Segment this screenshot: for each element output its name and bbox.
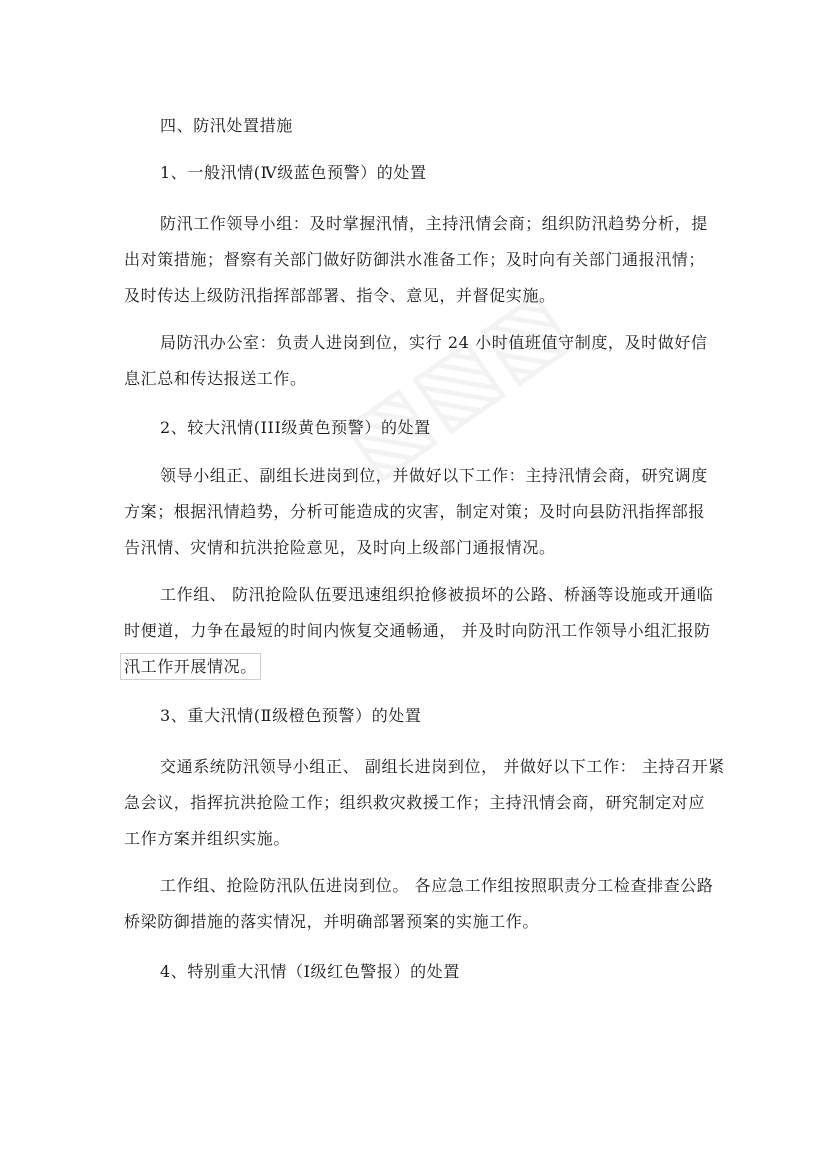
paragraph-line: 防汛工作领导小组：及时掌握汛情，主持汛情会商；组织防汛趋势分析，提	[160, 214, 708, 233]
heading-level-4: 1、一般汛情(Ⅳ级蓝色预警）的处置	[160, 163, 427, 182]
heading-level-3: 2、较大汛情(III级黄色预警）的处置	[160, 418, 431, 437]
paragraph-line: 急会议，指挥抗洪抢险工作；组织救灾救援工作；主持汛情会商，研究制定对应	[124, 793, 706, 812]
paragraph-line	[124, 657, 257, 677]
paragraph-line: 息汇总和传达报送工作。	[124, 369, 307, 388]
paragraph-line: 桥梁防御措施的落实情况，并明确部署预案的实施工作。	[124, 912, 540, 931]
selected-text-box[interactable]: 汛工作开展情况。	[124, 657, 257, 676]
section-heading: 四、防汛处置措施	[160, 116, 293, 135]
paragraph-line: 告汛情、灾情和抗洪抢险意见，及时向上级部门通报情况。	[124, 538, 556, 557]
heading-level-2: 3、重大汛情(Ⅱ级橙色预警）的处置	[160, 706, 422, 725]
paragraph-line: 方案；根据汛情趋势，分析可能造成的灾害，制定对策；及时向县防汛指挥部报	[124, 502, 706, 521]
paragraph-line: 交通系统防汛领导小组正、 副组长进岗到位， 并做好以下工作： 主持召开紧	[160, 757, 725, 776]
paragraph-line: 局防汛办公室：负责人进岗到位，实行 24 小时值班值守制度，及时做好信	[160, 333, 708, 352]
paragraph-line: 领导小组正、副组长进岗到位，并做好以下工作：主持汛情会商，研究调度	[160, 466, 708, 485]
paragraph-line: 时便道，力争在最短的时间内恢复交通畅通， 并及时向防汛工作领导小组汇报防	[124, 621, 711, 640]
paragraph-line: 工作方案并组织实施。	[124, 829, 291, 848]
paragraph-line: 及时传达上级防汛指挥部部署、指令、意见，并督促实施。	[124, 286, 556, 305]
paragraph-line: 工作组、 防汛抢险队伍要迅速组织抢修被损坏的公路、桥涵等设施或开通临	[160, 585, 714, 604]
paragraph-line: 出对策措施；督察有关部门做好防御洪水准备工作；及时向有关部门通报汛情；	[124, 250, 706, 269]
heading-level-1: 4、特别重大汛情（Ⅰ级红色警报）的处置	[160, 962, 460, 981]
paragraph-line: 工作组、抢险防汛队伍进岗到位。 各应急工作组按照职责分工检查排查公路	[160, 876, 714, 895]
